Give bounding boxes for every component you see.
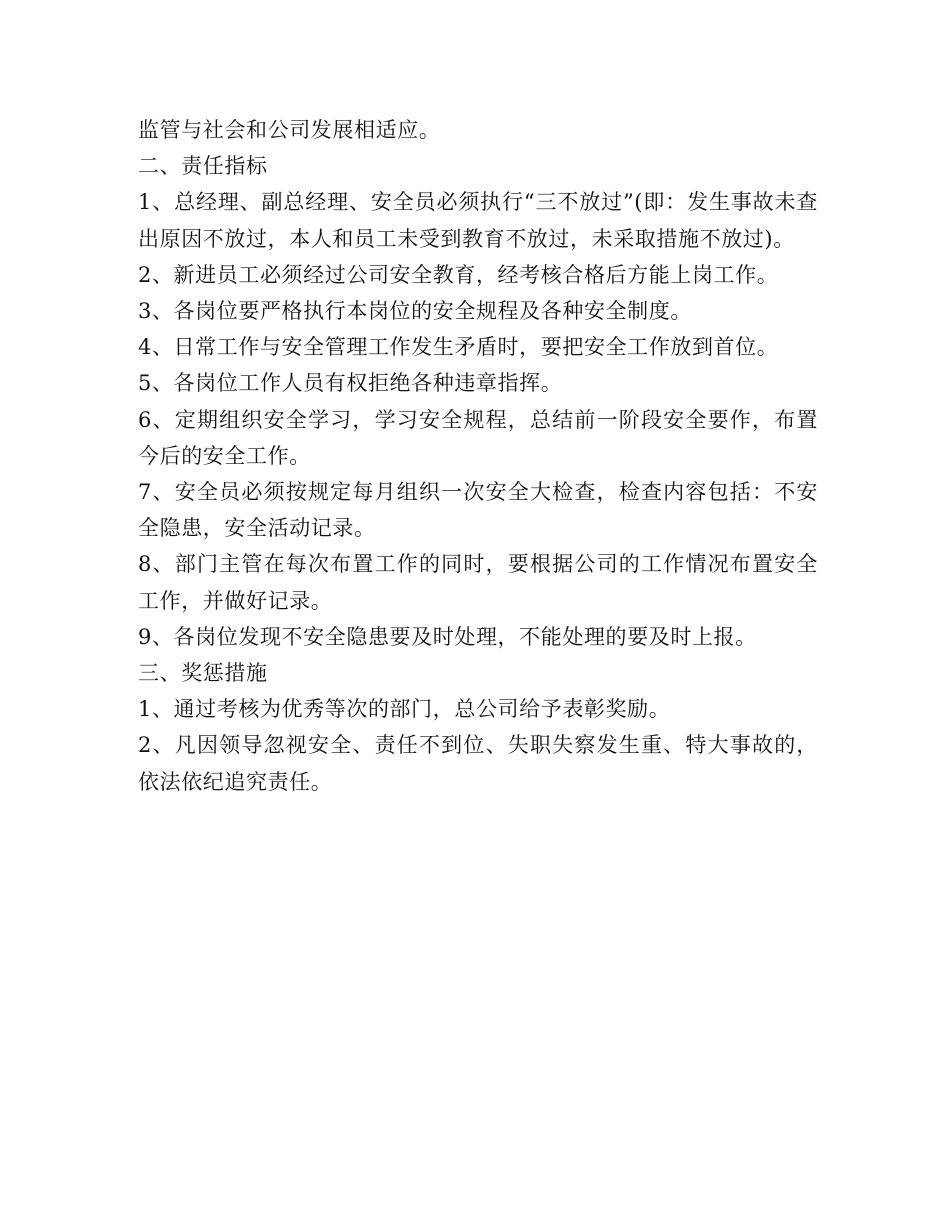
list-item: 9、各岗位发现不安全隐患要及时处理，不能处理的要及时上报。: [138, 624, 757, 649]
list-item: 5、各岗位工作人员有权拒绝各种违章指挥。: [138, 371, 563, 396]
section-heading-rewards: 三、奖惩措施: [138, 661, 268, 686]
list-item: 4、日常工作与安全管理工作发生矛盾时，要把安全工作放到首位。: [138, 335, 779, 360]
list-item: 2、凡因领导忽视安全、责任不到位、失职失察发生重、特大事故的，依法依纪追究责任。: [138, 733, 818, 794]
section-heading-responsibility: 二、责任指标: [138, 154, 268, 179]
list-item: 8、部门主管在每次布置工作的同时，要根据公司的工作情况布置安全工作，并做好记录。: [138, 552, 818, 613]
paragraph-continuation: 监管与社会和公司发展相适应。: [138, 118, 441, 142]
list-item: 1、总经理、副总经理、安全员必须执行“三不放过”(即：发生事故未查出原因不放过，本人和员工未受到教育不放过，未采取措施不放过)。: [138, 190, 818, 251]
list-item: 7、安全员必须按规定每月组织一次安全大检查，检查内容包括：不安全隐患，安全活动记录。: [138, 480, 818, 541]
document-body: [138, 112, 818, 800]
list-item: 6、定期组织安全学习，学习安全规程，总结前一阶段安全要作，布置今后的安全工作。: [138, 407, 818, 468]
list-item: 2、新进员工必须经过公司安全教育，经考核合格后方能上岗工作。: [138, 262, 779, 287]
list-item: 1、通过考核为优秀等次的部门，总公司给予表彰奖励。: [138, 697, 671, 722]
list-item: 3、各岗位要严格执行本岗位的安全规程及各种安全制度。: [138, 299, 692, 324]
